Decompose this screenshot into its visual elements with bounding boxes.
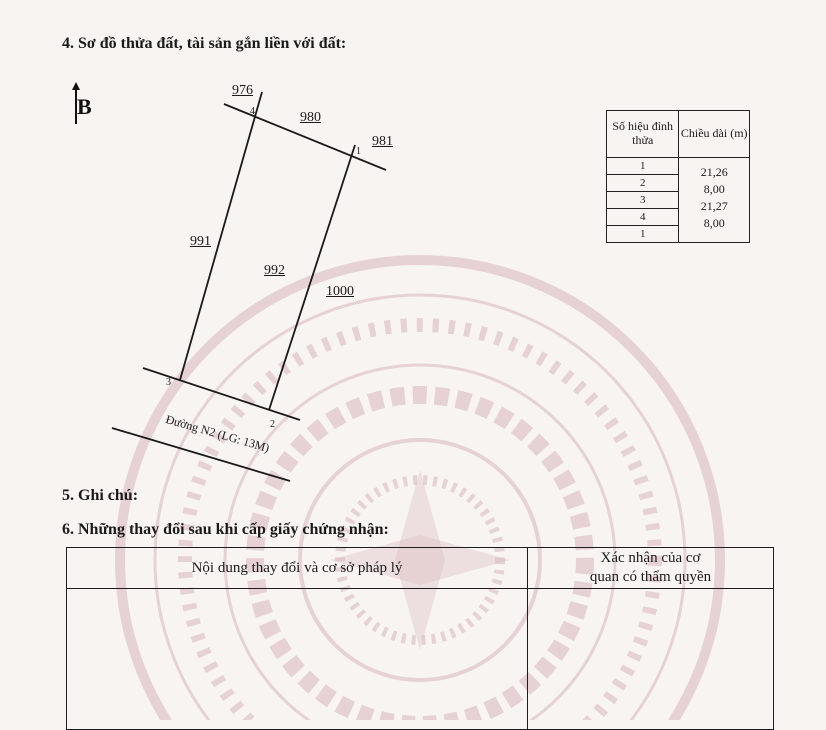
col2-header-line1: Xác nhận của cơ [600,550,701,566]
header-vertex: Số hiệu đỉnh thửa [607,111,679,158]
parcel-991-label: 991 [190,234,211,249]
header-length: Chiều dài (m) [679,111,750,158]
changes-table [66,547,774,730]
dimension-table [606,110,750,243]
section-6-title: 6. Những thay đổi sau khi cấp giấy chứng nhận: [62,521,389,538]
parcel-992-label: 992 [264,263,285,278]
parcel-1000-label: 1000 [326,284,354,299]
changes-col2-header [528,548,774,589]
vertex-1-label: 1 [356,146,361,157]
boundary-bottom [143,368,300,420]
vertex-4-label: 4 [250,106,255,117]
vertex-cell: 2 [607,175,679,192]
road-label: Đường N2 (LG: 13M) [164,412,272,456]
vertex-3-label: 3 [166,377,171,388]
vertex-cell: 1 [607,158,679,175]
vertex-cell: 4 [607,209,679,226]
parcel-981-label: 981 [372,134,393,149]
vertex-2-label: 2 [270,419,275,430]
section-4-title: 4. Sơ đồ thửa đất, tài sản gắn liền với đất: [62,35,347,52]
lengths-cell [679,158,750,243]
parcel-980-label: 980 [300,110,321,125]
parcel-976-label: 976 [232,83,253,98]
section-5-title: 5. Ghi chú: [62,487,139,504]
length-value: 8,00 [703,182,725,196]
changes-col1-header: Nội dung thay đổi và cơ sở pháp lý [67,548,528,589]
col2-header-line2: quan có thẩm quyền [589,569,712,585]
changes-content-cell [67,589,528,730]
vertex-cell: 1 [607,226,679,243]
length-value: 21,27 [700,199,728,213]
length-value: 21,26 [700,165,728,179]
vertex-cell: 3 [607,192,679,209]
north-symbol: B [77,94,92,119]
length-value: 8,00 [703,216,725,230]
changes-confirmation-cell [528,589,774,730]
